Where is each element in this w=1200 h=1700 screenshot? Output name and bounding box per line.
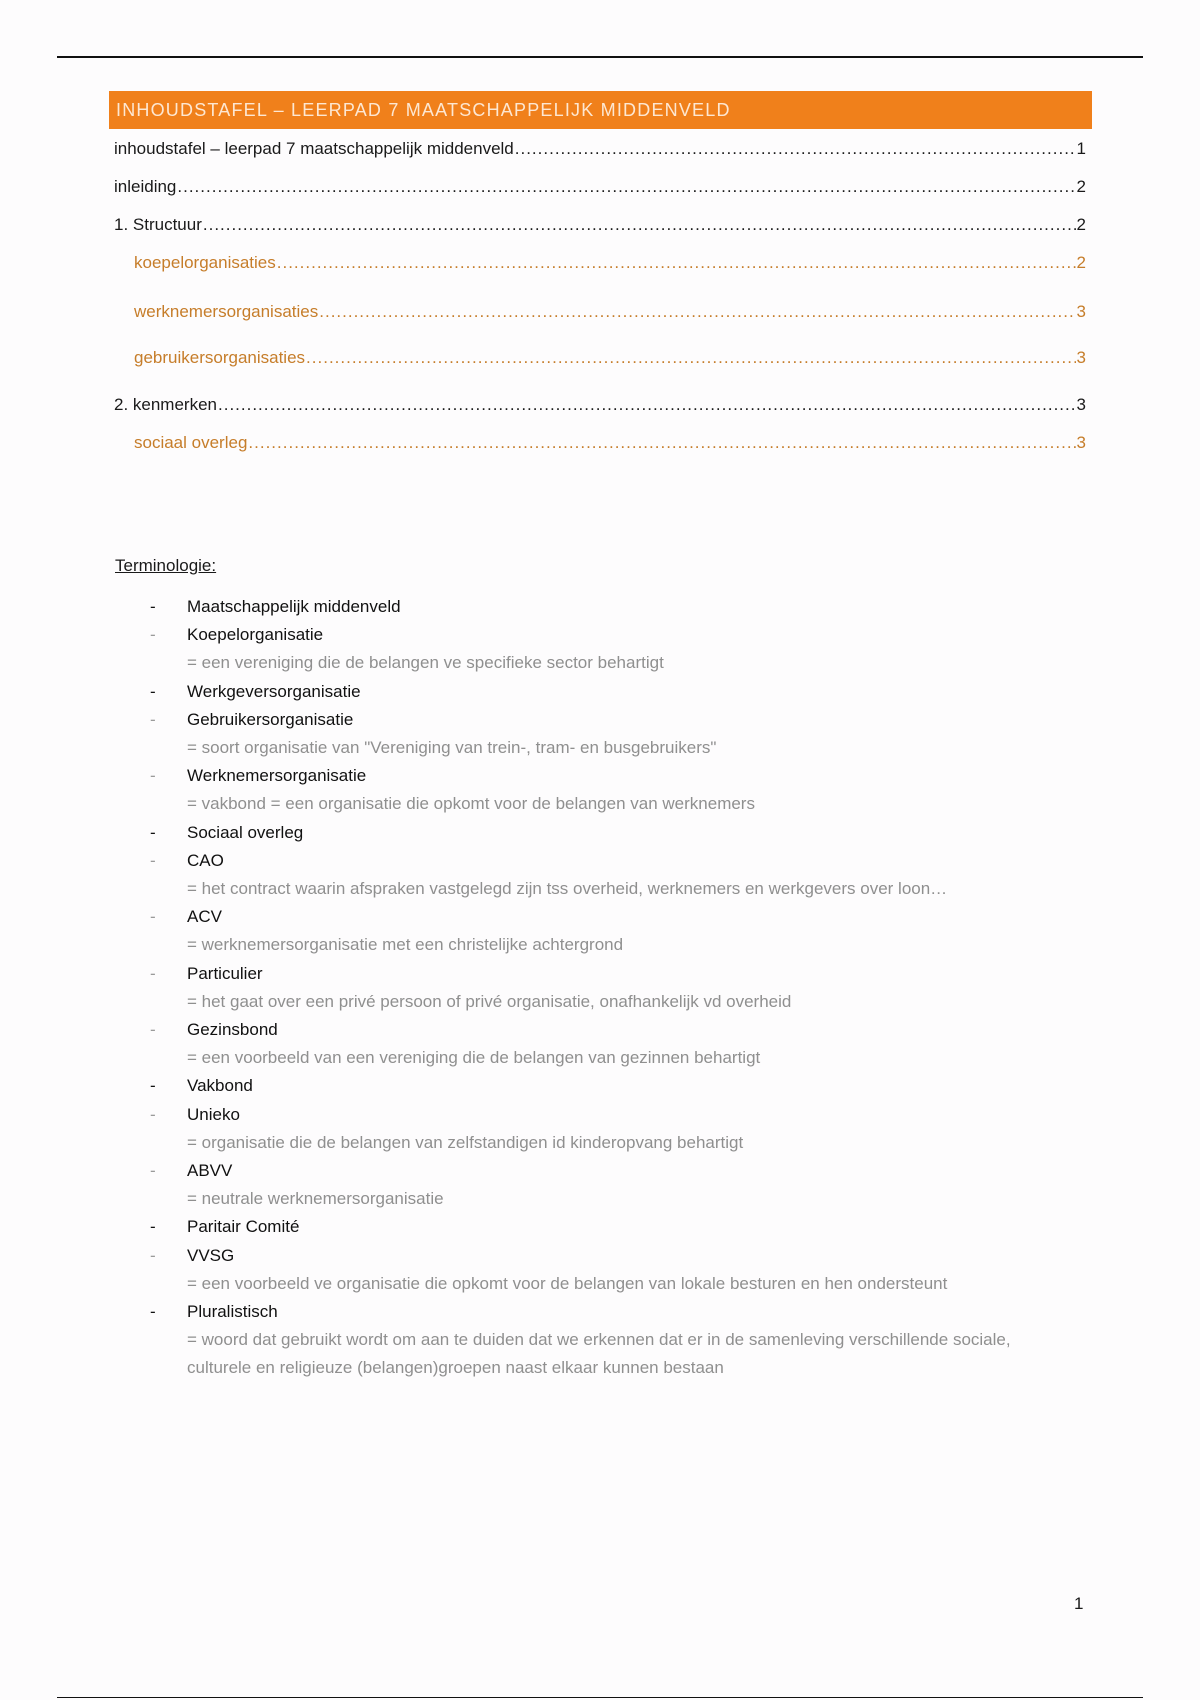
term-item <box>150 593 1050 621</box>
toc-entry-label: gebruikersorganisaties <box>134 348 306 367</box>
toc-entry-label: koepelorganisaties <box>134 253 276 272</box>
term-name: Koepelorganisatie <box>187 625 324 645</box>
term-name: ABVV <box>187 1161 233 1181</box>
bullet-dash: - <box>150 681 156 701</box>
terminology-title: Terminologie: <box>115 556 217 575</box>
term-name: Particulier <box>187 963 263 983</box>
toc-entry[interactable] <box>114 394 1086 416</box>
toc-entry-page: 3 <box>1076 302 1086 321</box>
term-item <box>150 621 1050 677</box>
toc-subentry[interactable] <box>134 432 1086 454</box>
term-item <box>150 1101 1050 1157</box>
term-item <box>150 1242 1050 1298</box>
term-item <box>150 1157 1050 1213</box>
term-item <box>150 1298 1050 1383</box>
term-name: Unieko <box>187 1104 240 1124</box>
toc-entry-page: 2 <box>1076 177 1086 196</box>
toc-entry-label: inhoudstafel – leerpad 7 maatschappelijk middenveld <box>114 139 514 158</box>
term-definition: = soort organisatie van "Vereniging van trein-, tram- en busgebruikers" <box>187 738 717 758</box>
term-definition: = een voorbeeld van een vereniging die de belangen van gezinnen behartigt <box>187 1048 761 1068</box>
bullet-dash: - <box>150 1104 156 1124</box>
toc-heading: INHOUDSTAFEL – LEERPAD 7 MAATSCHAPPELIJK MIDDENVELD <box>109 91 1092 129</box>
term-name: Vakbond <box>187 1076 253 1096</box>
term-definition: = het contract waarin afspraken vastgelegd zijn tss overheid, werknemers en werkgevers over loon… <box>187 879 948 899</box>
toc-entry-page: 3 <box>1076 433 1086 452</box>
term-item <box>150 819 1050 847</box>
bullet-dash: - <box>150 850 156 870</box>
term-item <box>150 1213 1050 1241</box>
bullet-dash: - <box>150 907 156 927</box>
term-definition: = een vereniging die de belangen ve specifieke sector behartigt <box>187 653 664 673</box>
toc-leader-dots <box>515 138 1076 160</box>
toc-entry-label: sociaal overleg <box>134 433 248 452</box>
term-definition: = woord dat gebruikt wordt om aan te duiden dat we erkennen dat er in de samenleving verschillende sociale, culturele en religieuze (belangen)groepen naast elkaar kunnen bestaan <box>187 1330 1011 1378</box>
term-definition: = organisatie die de belangen van zelfstandigen id kinderopvang behartigt <box>187 1132 744 1152</box>
term-item <box>150 762 1050 818</box>
toc-leader-dots <box>277 252 1076 274</box>
toc-entry-page: 2 <box>1076 215 1086 234</box>
toc-entry-page: 1 <box>1076 139 1086 158</box>
term-item <box>150 960 1050 1016</box>
toc-leader-dots <box>306 347 1075 369</box>
toc-leader-dots <box>218 394 1076 416</box>
bullet-dash: - <box>150 963 156 983</box>
term-definition: = vakbond = een organisatie die opkomt voor de belangen van werknemers <box>187 794 755 814</box>
toc-entry-label: 1. Structuur <box>114 215 202 234</box>
bottom-rule <box>57 1697 1143 1698</box>
bullet-dash: - <box>150 1245 156 1265</box>
term-name: Werkgeversorganisatie <box>187 681 361 701</box>
bullet-dash: - <box>150 1217 156 1237</box>
term-definition: = een voorbeeld ve organisatie die opkomt voor de belangen van lokale besturen en hen ondersteunt <box>187 1273 948 1293</box>
term-definition: = het gaat over een privé persoon of privé organisatie, onafhankelijk vd overheid <box>187 991 792 1011</box>
toc-entry-page: 3 <box>1076 395 1086 414</box>
bullet-dash: - <box>150 625 156 645</box>
bullet-dash: - <box>150 1302 156 1322</box>
term-name: Gebruikersorganisatie <box>187 709 354 729</box>
term-name: Werknemersorganisatie <box>187 766 367 786</box>
page-number: 1 <box>1074 1594 1084 1613</box>
toc-entry-label: inleiding <box>114 177 177 196</box>
toc-subentry[interactable] <box>134 252 1086 274</box>
term-definition: = neutrale werknemersorganisatie <box>187 1189 444 1209</box>
bullet-dash: - <box>150 1020 156 1040</box>
toc-entry[interactable] <box>114 214 1086 236</box>
term-name: Pluralistisch <box>187 1302 278 1322</box>
toc-entry-label: werknemersorganisaties <box>134 302 319 321</box>
toc-leader-dots <box>319 301 1075 323</box>
term-name: CAO <box>187 850 224 870</box>
toc-entry-label: 2. kenmerken <box>114 395 217 414</box>
term-name: Maatschappelijk middenveld <box>187 597 401 616</box>
term-name: Sociaal overleg <box>187 822 304 842</box>
term-name: VVSG <box>187 1245 235 1265</box>
bullet-dash: - <box>150 766 156 786</box>
term-item <box>150 1072 1050 1100</box>
term-item <box>150 903 1050 959</box>
term-item <box>150 678 1050 706</box>
toc-subentry[interactable] <box>134 301 1086 323</box>
term-item <box>150 706 1050 762</box>
toc-entry-page: 2 <box>1076 253 1086 272</box>
term-item <box>150 847 1050 903</box>
term-name: Gezinsbond <box>187 1020 278 1040</box>
terminology-list <box>150 593 1050 1383</box>
top-rule <box>57 56 1143 58</box>
bullet-dash: - <box>150 709 156 729</box>
toc-entry[interactable] <box>114 176 1086 198</box>
toc-leader-dots <box>248 432 1075 454</box>
term-name: Paritair Comité <box>187 1217 300 1237</box>
bullet-dash: - <box>150 1076 156 1096</box>
bullet-dash: - <box>150 597 156 616</box>
term-item <box>150 1016 1050 1072</box>
toc-entry[interactable] <box>114 138 1086 160</box>
toc-leader-dots <box>177 176 1075 198</box>
bullet-dash: - <box>150 1161 156 1181</box>
toc-leader-dots <box>203 214 1076 236</box>
toc-subentry[interactable] <box>134 347 1086 369</box>
term-definition: = werknemersorganisatie met een christelijke achtergrond <box>187 935 624 955</box>
toc-entry-page: 3 <box>1076 348 1086 367</box>
bullet-dash: - <box>150 822 156 842</box>
term-name: ACV <box>187 907 222 927</box>
